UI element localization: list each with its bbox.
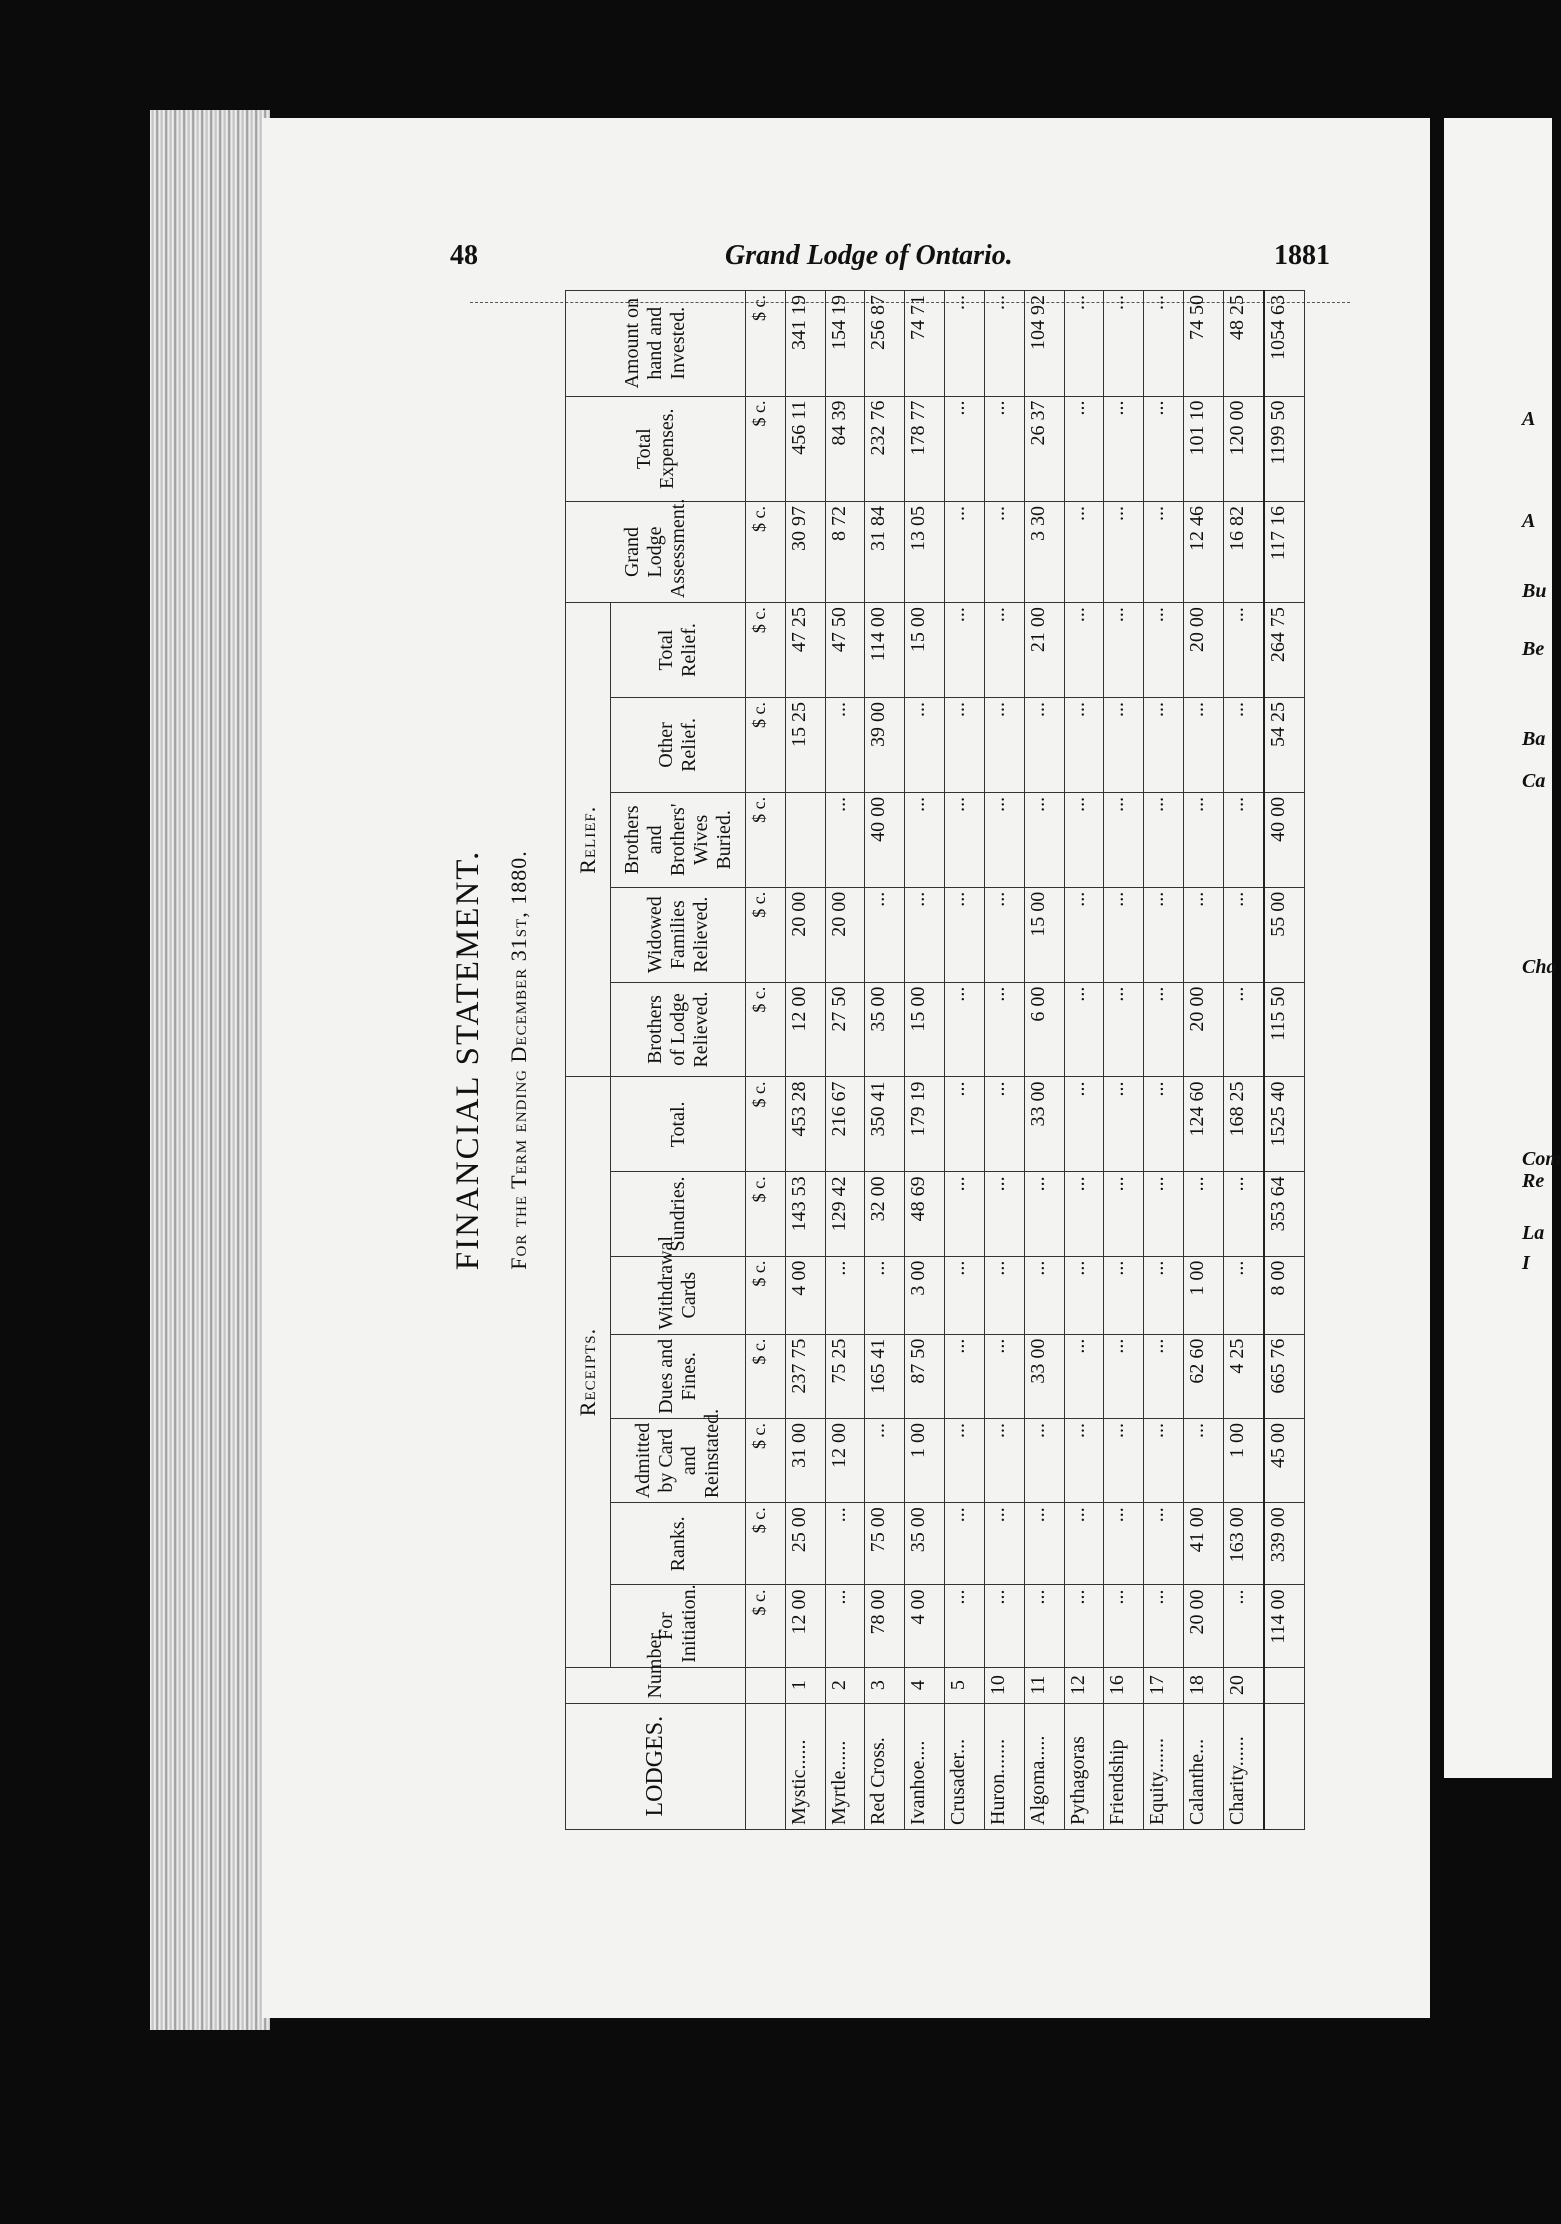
amount-cell: ... <box>1064 982 1104 1077</box>
amount-cell: ... <box>825 1503 865 1585</box>
facing-page-text: A <box>1522 408 1536 430</box>
header-year: 1881 <box>1274 240 1330 271</box>
amount-cell: ... <box>984 1503 1024 1585</box>
amount-cell: ... <box>1104 1334 1144 1418</box>
amount-cell: ... <box>984 1418 1024 1502</box>
amount-cell: ... <box>825 792 865 887</box>
amount-cell: 75 25 <box>825 1334 865 1418</box>
col-initiation: For Initiation. <box>611 1585 746 1667</box>
amount-cell: ... <box>1144 887 1184 982</box>
amount-cell: ... <box>865 887 905 982</box>
amount-cell: 15 00 <box>905 603 945 698</box>
amount-cell: 154 19 <box>825 291 865 397</box>
col-ranks: Ranks. <box>611 1503 746 1585</box>
amount-cell: 74 50 <box>1183 291 1223 397</box>
amount-cell: 8 72 <box>825 501 865 602</box>
total-cell: 114 00 <box>1264 1585 1305 1667</box>
amount-cell: ... <box>1144 291 1184 397</box>
amount-cell: ... <box>984 792 1024 887</box>
amount-cell: ... <box>1104 396 1144 501</box>
unit-cell: $ c. <box>746 1334 786 1418</box>
unit-cell: $ c. <box>746 1077 786 1172</box>
facing-page-text: Ba <box>1522 728 1546 750</box>
amount-cell: 26 37 <box>1024 396 1064 501</box>
amount-cell: ... <box>1064 1503 1104 1585</box>
lodge-number-cell: 11 <box>1024 1667 1064 1703</box>
table-row <box>1223 291 1264 1830</box>
amount-cell: 168 25 <box>1223 1077 1264 1172</box>
amount-cell: ... <box>1024 1256 1064 1334</box>
amount-cell: ... <box>905 792 945 887</box>
total-cell: 8 00 <box>1264 1256 1305 1334</box>
lodge-number-cell: 18 <box>1183 1667 1223 1703</box>
amount-cell: ... <box>1024 1418 1064 1502</box>
statement-subtitle: For the Term ending December 31st, 1880. <box>506 850 531 1270</box>
amount-cell: ... <box>1064 1418 1104 1502</box>
amount-cell: 6 00 <box>1024 982 1064 1077</box>
amount-cell: ... <box>984 982 1024 1077</box>
amount-cell: 74 71 <box>905 291 945 397</box>
amount-cell: ... <box>984 1172 1024 1256</box>
amount-cell: ... <box>1223 1256 1264 1334</box>
facing-page-text: Cha <box>1522 956 1557 978</box>
total-cell: 40 00 <box>1264 792 1305 887</box>
lodge-name-cell: Mystic...... <box>785 1703 825 1829</box>
amount-cell: ... <box>945 1503 985 1585</box>
amount-cell: ... <box>1104 1256 1144 1334</box>
amount-cell: ... <box>1064 501 1104 602</box>
financial-statement <box>450 290 1330 1830</box>
amount-cell: 15 00 <box>1024 887 1064 982</box>
page-number: 48 <box>450 240 478 271</box>
lodge-number-cell: 17 <box>1144 1667 1184 1703</box>
lodge-number-cell: 4 <box>905 1667 945 1703</box>
amount-cell: ... <box>1223 1172 1264 1256</box>
total-cell: 353 64 <box>1264 1172 1305 1256</box>
total-cell: 665 76 <box>1264 1334 1305 1418</box>
amount-cell: 48 69 <box>905 1172 945 1256</box>
amount-cell: ... <box>1144 1334 1184 1418</box>
amount-cell: ... <box>1144 396 1184 501</box>
lodge-name-cell: Charity...... <box>1223 1703 1264 1829</box>
unit-cell <box>746 1667 786 1703</box>
col-other-relief: Other Relief. <box>611 698 746 793</box>
amount-cell: ... <box>1064 1172 1104 1256</box>
amount-cell: ... <box>1104 1418 1144 1502</box>
amount-cell: ... <box>1223 603 1264 698</box>
amount-cell: 87 50 <box>905 1334 945 1418</box>
amount-cell: ... <box>1064 1256 1104 1334</box>
amount-cell: ... <box>1064 291 1104 397</box>
amount-cell: ... <box>945 291 985 397</box>
unit-cell: $ c. <box>746 396 786 501</box>
amount-cell: 12 00 <box>785 982 825 1077</box>
lodge-name-cell: Red Cross. <box>865 1703 905 1829</box>
amount-cell: ... <box>865 1256 905 1334</box>
amount-cell: 32 00 <box>865 1172 905 1256</box>
amount-cell: 33 00 <box>1024 1334 1064 1418</box>
amount-cell: ... <box>1144 1172 1184 1256</box>
amount-cell: 341 19 <box>785 291 825 397</box>
table-row <box>1104 291 1144 1830</box>
amount-cell: 163 00 <box>1223 1503 1264 1585</box>
amount-cell: 25 00 <box>785 1503 825 1585</box>
lodge-number-cell: 12 <box>1064 1667 1104 1703</box>
amount-cell: 237 75 <box>785 1334 825 1418</box>
amount-cell: 114 00 <box>865 603 905 698</box>
amount-cell: ... <box>984 887 1024 982</box>
amount-cell: ... <box>825 698 865 793</box>
col-sundries: Sundries. <box>611 1172 746 1256</box>
amount-cell: ... <box>1183 1418 1223 1502</box>
amount-cell: ... <box>1183 1172 1223 1256</box>
amount-cell: 104 92 <box>1024 291 1064 397</box>
amount-cell: 15 00 <box>905 982 945 1077</box>
col-admitted: Admitted by Card and Reinstated. <box>611 1418 746 1502</box>
amount-cell: ... <box>945 1172 985 1256</box>
amount-cell: ... <box>945 792 985 887</box>
statement-title: FINANCIAL STATEMENT. <box>450 849 486 1271</box>
lodge-number-cell: 20 <box>1223 1667 1264 1703</box>
amount-cell: 33 00 <box>1024 1077 1064 1172</box>
amount-cell: ... <box>945 1585 985 1667</box>
amount-cell: ... <box>1064 396 1104 501</box>
amount-cell: ... <box>1144 698 1184 793</box>
amount-cell: ... <box>1064 603 1104 698</box>
amount-cell: 27 50 <box>825 982 865 1077</box>
amount-cell: 31 00 <box>785 1418 825 1502</box>
table-row <box>905 291 945 1830</box>
lodge-name-cell: Ivanhoe.... <box>905 1703 945 1829</box>
amount-cell: 16 82 <box>1223 501 1264 602</box>
amount-cell: ... <box>1104 792 1144 887</box>
table-row <box>984 291 1024 1830</box>
amount-cell: 179 19 <box>905 1077 945 1172</box>
amount-cell: ... <box>905 887 945 982</box>
amount-cell: 30 97 <box>785 501 825 602</box>
amount-cell: ... <box>1024 1503 1064 1585</box>
unit-cell: $ c. <box>746 603 786 698</box>
amount-cell: ... <box>945 1077 985 1172</box>
facing-page-text: Re <box>1522 1170 1545 1192</box>
amount-cell: 41 00 <box>1183 1503 1223 1585</box>
unit-cell: $ c. <box>746 1256 786 1334</box>
total-cell: 1199 50 <box>1264 396 1305 501</box>
unit-cell: $ c. <box>746 1172 786 1256</box>
amount-cell: ... <box>1104 603 1144 698</box>
amount-cell: 165 41 <box>865 1334 905 1418</box>
amount-cell: 178 77 <box>905 396 945 501</box>
table-row <box>865 291 905 1830</box>
unit-cell: $ c. <box>746 1585 786 1667</box>
group-receipts: Receipts. <box>566 1077 611 1667</box>
lodge-name-cell: Algoma..... <box>1024 1703 1064 1829</box>
amount-cell: 456 11 <box>785 396 825 501</box>
amount-cell: ... <box>1064 1077 1104 1172</box>
amount-cell: 84 39 <box>825 396 865 501</box>
unit-cell: $ c. <box>746 1503 786 1585</box>
amount-cell: 4 25 <box>1223 1334 1264 1418</box>
amount-cell: ... <box>1104 1172 1144 1256</box>
amount-cell: ... <box>1024 1172 1064 1256</box>
col-total-receipts: Total. <box>611 1077 746 1172</box>
running-title: Grand Lodge of Ontario. <box>725 240 1013 271</box>
unit-cell <box>746 1703 786 1829</box>
amount-cell: 78 00 <box>865 1585 905 1667</box>
amount-cell: ... <box>1144 1585 1184 1667</box>
col-lodges: LODGES. <box>566 1703 746 1829</box>
amount-cell: ... <box>1064 1585 1104 1667</box>
amount-cell: ... <box>1183 792 1223 887</box>
col-on-hand: Amount on hand and Invested. <box>566 291 746 397</box>
lodge-number-cell: 16 <box>1104 1667 1144 1703</box>
table-row <box>945 291 985 1830</box>
amount-cell: 20 00 <box>1183 603 1223 698</box>
lodge-number-cell: 10 <box>984 1667 1024 1703</box>
col-total-relief: Total Relief. <box>611 603 746 698</box>
facing-page-text: A <box>1522 510 1536 532</box>
amount-cell: ... <box>1064 1334 1104 1418</box>
amount-cell: ... <box>1223 982 1264 1077</box>
total-cell: 115 50 <box>1264 982 1305 1077</box>
amount-cell: 13 05 <box>905 501 945 602</box>
lodge-name-cell: Pythagoras <box>1064 1703 1104 1829</box>
amount-cell: 35 00 <box>905 1503 945 1585</box>
amount-cell: 15 25 <box>785 698 825 793</box>
unit-cell: $ c. <box>746 501 786 602</box>
amount-cell: 21 00 <box>1024 603 1064 698</box>
amount-cell: ... <box>825 1585 865 1667</box>
amount-cell: ... <box>1104 501 1144 602</box>
amount-cell: ... <box>1064 792 1104 887</box>
amount-cell: 143 53 <box>785 1172 825 1256</box>
amount-cell: ... <box>825 1256 865 1334</box>
amount-cell: ... <box>984 291 1024 397</box>
financial-table <box>565 290 1305 1830</box>
table-row <box>785 291 825 1830</box>
amount-cell: ... <box>1064 698 1104 793</box>
amount-cell: 47 25 <box>785 603 825 698</box>
amount-cell: ... <box>1144 982 1184 1077</box>
amount-cell: 48 25 <box>1223 291 1264 397</box>
amount-cell: 124 60 <box>1183 1077 1223 1172</box>
amount-cell: 1 00 <box>1183 1256 1223 1334</box>
unit-cell: $ c. <box>746 792 786 887</box>
amount-cell: 47 50 <box>825 603 865 698</box>
group-relief: Relief. <box>566 603 611 1077</box>
amount-cell: 20 00 <box>1183 982 1223 1077</box>
lodge-number-cell: 1 <box>785 1667 825 1703</box>
amount-cell: 20 00 <box>1183 1585 1223 1667</box>
total-cell: 1525 40 <box>1264 1077 1305 1172</box>
amount-cell: ... <box>1144 1077 1184 1172</box>
amount-cell: ... <box>984 1585 1024 1667</box>
amount-cell: 4 00 <box>785 1256 825 1334</box>
unit-cell: $ c. <box>746 698 786 793</box>
amount-cell: 453 28 <box>785 1077 825 1172</box>
amount-cell: 256 87 <box>865 291 905 397</box>
amount-cell: ... <box>984 698 1024 793</box>
amount-cell: ... <box>1024 698 1064 793</box>
amount-cell: 232 76 <box>865 396 905 501</box>
total-cell: 55 00 <box>1264 887 1305 982</box>
amount-cell: ... <box>945 1418 985 1502</box>
col-assessment: Grand Lodge Assessment. <box>566 501 746 602</box>
col-wives-buried: Brothers and Brothers' Wives Buried. <box>611 792 746 887</box>
lodge-number-cell: 5 <box>945 1667 985 1703</box>
amount-cell: ... <box>1024 1585 1064 1667</box>
amount-cell: ... <box>1223 698 1264 793</box>
facing-page-fragment <box>1444 118 1561 1778</box>
amount-cell: 120 00 <box>1223 396 1264 501</box>
amount-cell: ... <box>1104 291 1144 397</box>
total-cell: 1054 63 <box>1264 291 1305 397</box>
amount-cell: 62 60 <box>1183 1334 1223 1418</box>
amount-cell <box>785 792 825 887</box>
col-dues: Dues and Fines. <box>611 1334 746 1418</box>
amount-cell: ... <box>1104 887 1144 982</box>
amount-cell: ... <box>1104 1077 1144 1172</box>
amount-cell: ... <box>1104 698 1144 793</box>
amount-cell: ... <box>1144 1503 1184 1585</box>
amount-cell: 350 41 <box>865 1077 905 1172</box>
amount-cell: ... <box>984 396 1024 501</box>
facing-page-text: Be <box>1522 638 1545 660</box>
amount-cell: 12 00 <box>825 1418 865 1502</box>
amount-cell: ... <box>984 603 1024 698</box>
amount-cell: ... <box>1104 982 1144 1077</box>
unit-row <box>746 291 786 1830</box>
amount-cell: ... <box>984 501 1024 602</box>
facing-page-text: Com <box>1522 1148 1561 1170</box>
running-header <box>450 240 1330 280</box>
lodge-name-cell: Huron....... <box>984 1703 1024 1829</box>
amount-cell: ... <box>1144 501 1184 602</box>
total-cell <box>1264 1667 1305 1703</box>
unit-cell: $ c. <box>746 291 786 397</box>
total-cell: 54 25 <box>1264 698 1305 793</box>
table-row <box>1064 291 1104 1830</box>
amount-cell: ... <box>945 1256 985 1334</box>
amount-cell: 35 00 <box>865 982 905 1077</box>
amount-cell: ... <box>1183 887 1223 982</box>
amount-cell: 39 00 <box>865 698 905 793</box>
amount-cell: 3 30 <box>1024 501 1064 602</box>
amount-cell: ... <box>984 1077 1024 1172</box>
amount-cell: 4 00 <box>905 1585 945 1667</box>
amount-cell: ... <box>1024 792 1064 887</box>
amount-cell: 216 67 <box>825 1077 865 1172</box>
amount-cell: ... <box>1144 603 1184 698</box>
amount-cell: 12 46 <box>1183 501 1223 602</box>
table-body <box>746 291 1305 1830</box>
amount-cell: 20 00 <box>785 887 825 982</box>
total-cell: 45 00 <box>1264 1418 1305 1502</box>
col-number: Number. <box>566 1667 746 1703</box>
amount-cell: ... <box>1183 698 1223 793</box>
lodge-name-cell: Myrtle...... <box>825 1703 865 1829</box>
col-total-expenses: Total Expenses. <box>566 396 746 501</box>
amount-cell: ... <box>945 603 985 698</box>
col-widowed: Widowed Families Relieved. <box>611 887 746 982</box>
table-row <box>1144 291 1184 1830</box>
amount-cell: ... <box>1144 1256 1184 1334</box>
total-cell: 339 00 <box>1264 1503 1305 1585</box>
amount-cell: 75 00 <box>865 1503 905 1585</box>
amount-cell: ... <box>1104 1503 1144 1585</box>
unit-cell: $ c. <box>746 982 786 1077</box>
amount-cell: ... <box>1144 1418 1184 1502</box>
amount-cell: 1 00 <box>905 1418 945 1502</box>
lodge-number-cell: 2 <box>825 1667 865 1703</box>
unit-cell: $ c. <box>746 887 786 982</box>
amount-cell: 3 00 <box>905 1256 945 1334</box>
facing-page-text: La <box>1522 1222 1545 1244</box>
col-withdrawal: Withdrawal Cards <box>611 1256 746 1334</box>
facing-page-text: I <box>1522 1252 1530 1274</box>
amount-cell: 12 00 <box>785 1585 825 1667</box>
lodge-name-cell: Crusader... <box>945 1703 985 1829</box>
amount-cell: ... <box>945 887 985 982</box>
facing-page-text: Bu <box>1522 580 1547 602</box>
amount-cell: ... <box>1104 1585 1144 1667</box>
lodge-name-cell: Friendship <box>1104 1703 1144 1829</box>
facing-page-text: Ca <box>1522 770 1546 792</box>
amount-cell: ... <box>1144 792 1184 887</box>
amount-cell: ... <box>945 982 985 1077</box>
unit-cell: $ c. <box>746 1418 786 1502</box>
lodge-number-cell: 3 <box>865 1667 905 1703</box>
amount-cell: ... <box>945 1334 985 1418</box>
total-cell: 117 16 <box>1264 501 1305 602</box>
table-row <box>1024 291 1064 1830</box>
lodge-name-cell: Equity....... <box>1144 1703 1184 1829</box>
amount-cell: 40 00 <box>865 792 905 887</box>
amount-cell: 1 00 <box>1223 1418 1264 1502</box>
amount-cell: ... <box>984 1256 1024 1334</box>
table-row <box>1183 291 1223 1830</box>
table-row <box>825 291 865 1830</box>
amount-cell: 101 10 <box>1183 396 1223 501</box>
amount-cell: ... <box>905 698 945 793</box>
amount-cell: ... <box>945 396 985 501</box>
amount-cell: ... <box>1064 887 1104 982</box>
amount-cell: ... <box>984 1334 1024 1418</box>
amount-cell: 20 00 <box>825 887 865 982</box>
totals-row <box>1264 291 1305 1830</box>
amount-cell: ... <box>1223 792 1264 887</box>
amount-cell: ... <box>945 698 985 793</box>
amount-cell: ... <box>1223 1585 1264 1667</box>
amount-cell: ... <box>945 501 985 602</box>
lodge-name-cell: Calanthe... <box>1183 1703 1223 1829</box>
amount-cell: ... <box>865 1418 905 1502</box>
amount-cell: 129 42 <box>825 1172 865 1256</box>
total-cell <box>1264 1703 1305 1829</box>
amount-cell: 31 84 <box>865 501 905 602</box>
amount-cell: ... <box>1223 887 1264 982</box>
total-cell: 264 75 <box>1264 603 1305 698</box>
col-brothers-relieved: Brothers of Lodge Relieved. <box>611 982 746 1077</box>
page-edges <box>150 110 270 2030</box>
